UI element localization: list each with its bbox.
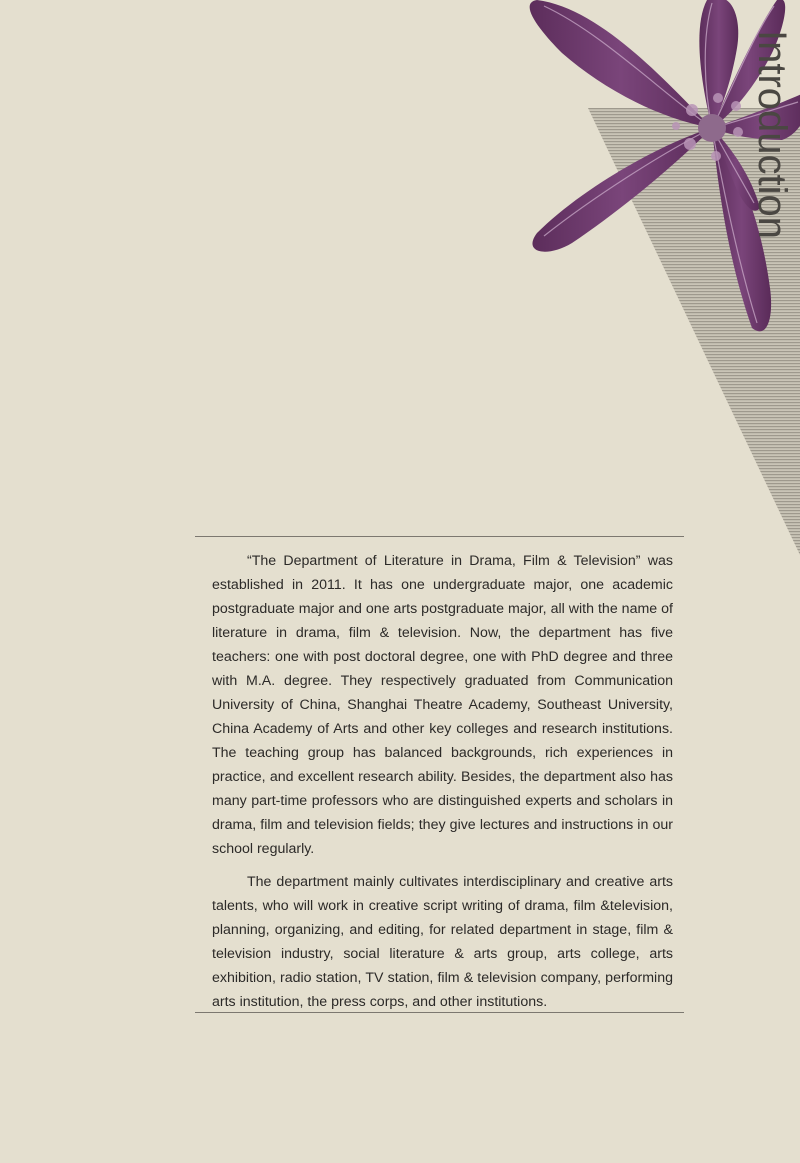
top-divider (195, 536, 684, 537)
intro-paragraph-2: The department mainly cultivates interdisciplinary and creative arts talents, who will work in creative script writing of drama, film &television, planning, organizing, and editing, for related department in stage, film & television industry, social literature & arts group, arts college, arts exhibition, radio station, TV station, film & television company, performing arts institution, the press corps, and other institutions. (212, 874, 673, 1010)
section-title: Introduction (750, 30, 794, 240)
body-text (212, 549, 673, 1014)
intro-paragraph-1: “The Department of Literature in Drama, Film & Television” was established in 2011. It has one undergraduate major, one academic postgraduate major and one arts postgraduate major, all with the name of literature in drama, film & television. Now, the department has five teachers: one with post doctoral degree, one with PhD degree and three with M.A. degree. They respectively graduated from Communication University of China, Shanghai Theatre Academy, Southeast University, China Academy of Arts and other key colleges and research institutions. The teaching group has balanced backgrounds, rich experiences in practice, and excellent research ability. Besides, the department also has many part-time professors who are distinguished experts and scholars in drama, film and television fields; they give lectures and instructions in our school regularly. (212, 553, 673, 857)
bottom-divider (195, 1012, 684, 1013)
